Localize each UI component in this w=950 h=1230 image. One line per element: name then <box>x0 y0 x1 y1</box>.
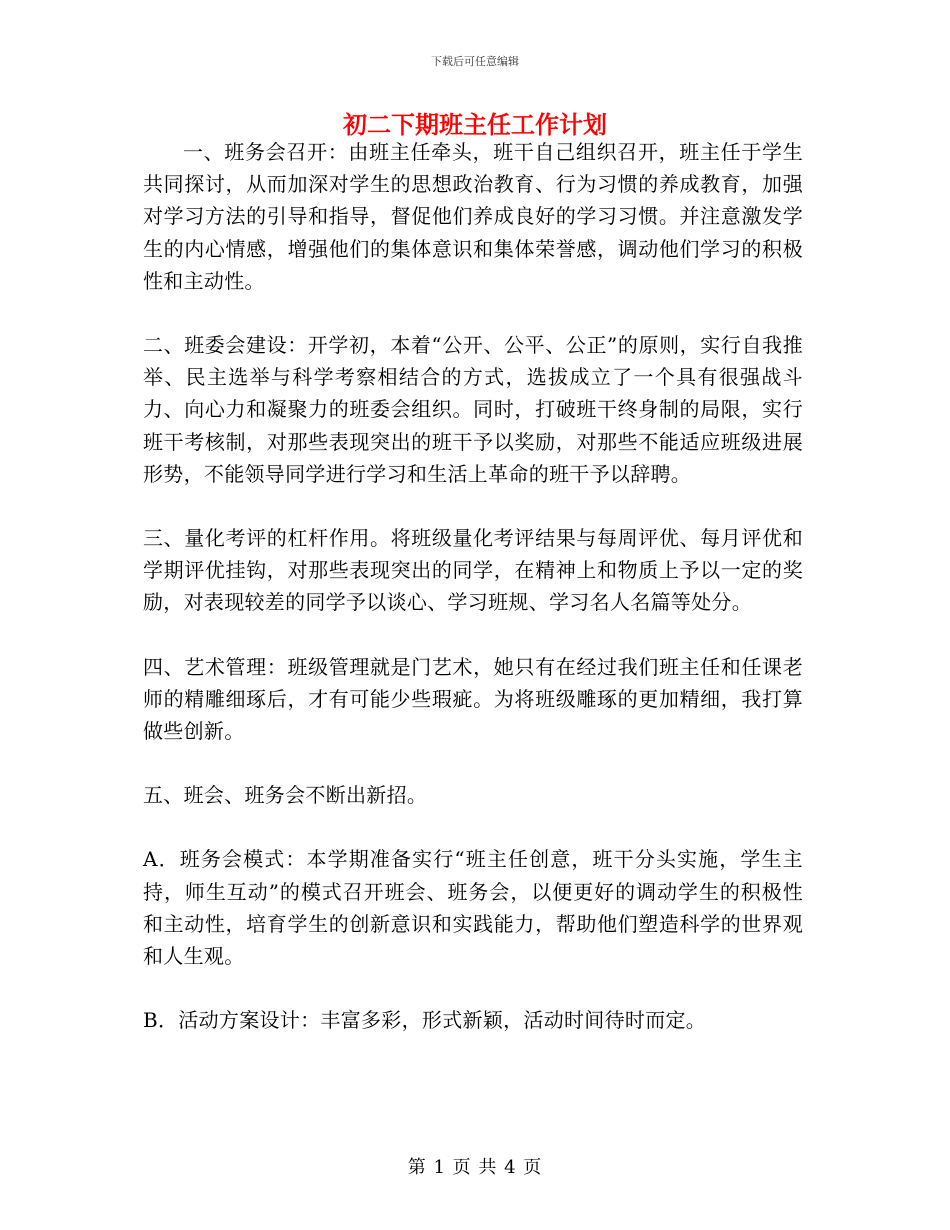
paragraph-new-ideas: 五、班会、班务会不断出新招。 <box>143 783 428 808</box>
document-body <box>143 136 803 1036</box>
paragraph-quantitative-evaluation: 三、量化考评的杠杆作用。将班级量化考评结果与每周评优、每月评优和学期评优挂钩，对那些表现突出的同学，在精神上和物质上予以一定的奖励，对表现较差的同学予以谈心、学习班规、学习名人名篇等处分。 <box>143 526 803 615</box>
paragraph-class-affairs-meeting: 一、班务会召开：由班主任牵头，班干自己组织召开，班主任于学生共同探讨，从而加深对学生的思想政治教育、行为习惯的养成教育，加强对学习方法的引导和指导，督促他们养成良好的学习习惯。并注意激发学生的内心情感，增强他们的集体意识和集体荣誉感，调动他们学习的积极性和主动性。 <box>143 140 803 293</box>
document-title: 初二下期班主任工作计划 <box>343 110 607 139</box>
paragraph-art-management: 四、艺术管理：班级管理就是门艺术，她只有在经过我们班主任和任课老师的精雕细琢后，才有可能少些瑕疵。为将班级雕琢的更加精细，我打算做些创新。 <box>143 654 803 744</box>
paragraph-activity-plan: B．活动方案设计：丰富多彩，形式新颖，活动时间待时而定。 <box>143 1008 707 1033</box>
page-header: 下载后可任意编辑 <box>431 55 519 68</box>
page-number-footer: 第 1 页 共 4 页 <box>407 1157 543 1178</box>
paragraph-class-committee: 二、班委会建设：开学初，本着“公开、公平、公正”的原则，实行自我推举、民主选举与科学考察相结合的方式，选拔成立了一个具有很强战斗力、向心力和凝聚力的班委会组织。同时，打破班干终身制的局限，实行班干考核制，对那些表现突出的班干予以奖励，对那些不能适应班级进展形势，不能领导同学进行学习和生活上革命的班干予以辞聘。 <box>143 333 803 486</box>
paragraph-meeting-mode: A．班务会模式：本学期准备实行“班主任创意，班干分头实施，学生主持，师生互动”的模式召开班会、班务会，以便更好的调动学生的积极性和主动性，培育学生的创新意识和实践能力，帮助他们塑造科学的世界观和人生观。 <box>143 847 803 969</box>
